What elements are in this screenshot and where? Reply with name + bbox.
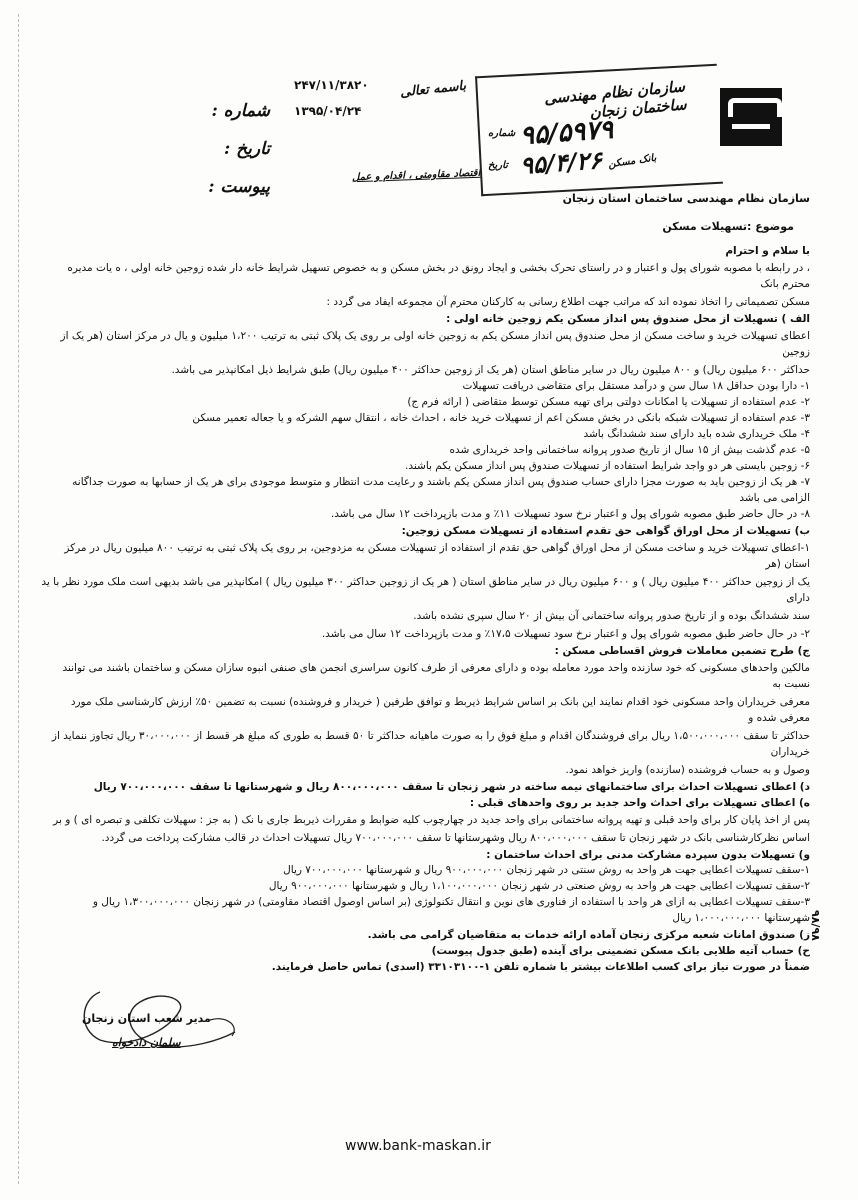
section-h-title: ح) حساب آتیه طلایی بانک مسکن تضمینی برای آینده (طبق جدول پیوست) — [431, 945, 810, 957]
date-label: تاریخ : — [223, 139, 270, 159]
letter-date: ۱۳۹۵/۰۴/۲۴ — [294, 104, 362, 118]
section-c-line: مالکین واحدهای مسکونی که خود سازنده واحد مورد معامله بوده و دارای معرفی از طرف کانون سراسری انجمن های صنفی انبوه سازان مسکن و ساختمان باشند می توانند نسبت به — [62, 662, 810, 690]
section-b-title: ب) تسهیلات از محل اوراق گواهی حق تقدم استفاده از تسهیلات مسکن زوجین: — [401, 525, 810, 537]
bank-maskan-logo-icon — [720, 88, 782, 146]
stamp-title: سازمان نظام مهندسی ساختمان زنجان — [543, 77, 688, 122]
section-c-title: ج) طرح تضمین معاملات فروش اقساطی مسکن : — [554, 645, 810, 657]
section-b-line: یک از زوجین حداکثر ۴۰۰ میلیون ریال ) و ۶۰۰ میلیون ریال در سایر مناطق استان ( هر یک از زوجین حداکثر ۳۰۰ میلیون ریال ) امکانپذیر می باشد بدیهی است ملک مورد نظر با ید دارای — [41, 576, 810, 604]
section-e-line: پس از اخذ پایان کار برای واحد قبلی و تهیه پروانه ساختمانی برای واحد جدید در چهارچوب کلیه ضوابط و مقررات ذیربط جاری با نک ( به جز : سهیلات تکلفی و تبصره ای ) و بر — [53, 814, 810, 826]
section-f-item: ۱-سقف تسهیلات اعطایی جهت هر واحد به روش سنتی در شهر زنجان ۹۰۰،۰۰۰،۰۰۰ ریال و شهرستانها ۷۰۰،۰۰۰،۰۰۰ ریال — [283, 864, 810, 876]
section-e-line: اساس نظرکارشناسی بانک در شهر زنجان تا سقف ۸۰۰،۰۰۰،۰۰۰ ریال وشهرستانها تا سقف ۷۰۰،۰۰۰،۰۰۰ ریال تسهیلات احداث در قالب مشارکت پرداخت می گردد. — [101, 832, 810, 844]
section-a-item: ۴- ملک خریداری شده باید دارای سند ششدانگ باشد — [583, 428, 810, 440]
stamp-number-label: شماره — [488, 128, 516, 139]
section-c-line: معرفی خریداران واحد مسکونی خود اقدام نمایند این بانک بر اساس شرایط ذیربط و توافق طرفین ( خریدار و فروشنده) نسبت به تضمین ۵۰٪ ارزش کارشناسی ملک مورد معرفی شده و — [70, 696, 810, 724]
motto: اقتصاد مقاومتی ، اقدام و عمل — [351, 167, 481, 184]
stamp-date-label: تاریخ — [488, 160, 508, 171]
margin-note: ۹۸/۹۸ — [809, 910, 822, 941]
section-g-title: ز) صندوق امانات شعبه مرکزی زنجان آماده ارائه خدمات به متقاضیان گرامی می باشد. — [367, 929, 810, 941]
section-d-title: د) اعطای تسهیلات احداث برای ساختمانهای نیمه ساخته در شهر زنجان تا سقف ۸۰۰،۰۰۰،۰۰۰ ریال و شهرستانها تا سقف ۷۰۰،۰۰۰،۰۰۰ ریال — [93, 781, 810, 793]
stamp-number: ۹۵/۵۹۷۹ — [519, 114, 615, 152]
section-f-item: شهرستانها ۱،۰۰۰،۰۰۰،۰۰۰ ریال — [672, 912, 810, 924]
section-b-line: ۲- در حال حاضر طبق مصوبه شورای پول و اعتبار نرخ سود تسهیلات ۱۷،۵٪ و مدت بازپرداخت ۱۲ سال می باشد. — [321, 628, 810, 640]
section-a-item: ۸- در حال حاضر طبق مصوبه شورای پول و اعتبار نرخ سود تسهیلات ۱۱٪ و مدت بازپرداخت ۱۲ سال می باشد. — [330, 508, 810, 520]
footer-website[interactable]: www.bank-maskan.ir — [345, 1138, 491, 1154]
section-a-title: الف ) تسهیلات از محل صندوق پس انداز مسکن یکم زوجین خانه اولی : — [446, 313, 810, 325]
section-b-line: ۱-اعطای تسهیلات خرید و ساخت مسکن از محل اوراق گواهی حق تقدم از استفاده از تسهیلات مسکن به مزدوجین، بر روی یک پلاک ثبتی به ترتیب ۸۰۰ میلیون ریال در مرکز استان (هر — [64, 542, 810, 570]
section-a-item: ۲- عدم استفاده از تسهیلات یا امکانات دولتی برای تهیه مسکن توسط متقاضی ( ارائه فرم ج) — [407, 396, 810, 408]
section-a-line-2: حداکثر ۶۰۰ میلیون ریال) و ۸۰۰ میلیون ریال در سایر مناطق استان (هر یک از زوجین حداکثر ۴۰۰ میلیون ریال) طبق شرایط ذیل امکانپذیر می باشد. — [171, 364, 810, 376]
section-a-item: ۶- زوجین بایستی هر دو واجد شرایط استفاده از تسهیلات صندوق پس انداز مسکن یکم باشند. — [405, 460, 810, 472]
attachment-label: پیوست : — [208, 177, 270, 197]
section-b-line: سند ششدانگ بوده و از تاریخ صدور پروانه ساختمانی آن بیش از ۲۰ سال سپری نشده باشد. — [413, 610, 810, 622]
subject: موضوع :تسهیلات مسکن — [662, 220, 794, 233]
recipient: سازمان نظام مهندسی ساختمان استان زنجان — [562, 192, 810, 205]
section-f-item: ۳-سقف تسهیلات اعطایی به ازای هر واحد با استفاده از فناوری های نوین و انتقال تکنولوژی (بر اساس اوصول اقتصاد مقاومتی) در شهر زنجان ۱،۳۰۰،۰۰۰،۰۰۰ ریال و — [92, 896, 810, 908]
greeting: با سلام و احترام — [725, 245, 810, 257]
letter-number: ۲۴۷/۱۱/۳۸۲۰ — [294, 78, 369, 92]
section-a-item: ۷- هر یک از زوجین باید به صورت مجزا دارای حساب صندوق پس انداز مسکن یکم باشند و رعایت مدت انتظار و متوسط موجودی برای هر یک از حسابها به صورت جداگانه الزامی می باشد — [72, 476, 810, 504]
letter-body — [40, 188, 810, 974]
closing-line: ضمناً در صورت نیاز برای کسب اطلاعات بیشتر با شماره تلفن ۱-۳۳۱۰۳۱۰۰ (اسدی) تماس حاصل فرمایند. — [271, 961, 810, 973]
bank-name: بانک مسکن — [607, 152, 657, 171]
section-c-line: وصول و به حساب فروشنده (سازنده) واریز خواهد نمود. — [565, 764, 810, 776]
intro-line-2: مسکن تصمیماتی را اتخاذ نموده اند که مراتب جهت اطلاع رسانی به کارکنان محترم آن مجموعه ایفاد می گردد : — [326, 296, 810, 308]
signatory-title: مدیر شعب استان زنجان — [82, 1012, 211, 1025]
section-c-line: حداکثر تا سقف ۱،۵۰۰،۰۰۰،۰۰۰ ریال برای فروشندگان اقدام و مبلغ فوق را به صورت ماهیانه حداکثر تا ۵۰ قسط به طوری که مبلغ هر قسط از ۳۰،۰۰۰،۰۰۰ ریال تجاوز ننماید از خریداران — [51, 730, 810, 758]
section-a-item: ۱- دارا بودن حداقل ۱۸ سال سن و درآمد مستقل برای متقاضی دریافت تسهیلات — [462, 380, 810, 392]
signatory-name: سلمان دادخواه — [112, 1036, 181, 1049]
logo-bar-icon — [732, 124, 770, 129]
number-label: شماره : — [211, 101, 270, 121]
meta-values — [294, 72, 369, 124]
section-e-title: ه) اعطای تسهیلات برای احداث واحد جدید بر روی واحدهای قبلی : — [469, 797, 810, 809]
section-a-item: ۳- عدم استفاده از تسهیلات شبکه بانکی در بخش مسکن اعم از تسهیلات خرید خانه ، احداث خانه ، انتقال سهم الشرکه و یا جعاله تعمیر مسکن — [192, 412, 810, 424]
logo-roof-icon — [728, 98, 782, 117]
section-f-title: و) تسهیلات بدون سپرده مشارکت مدنی برای احداث ساختمان : — [486, 849, 810, 861]
stamp-date: ۹۵/۴/۲۶ — [519, 145, 603, 180]
section-a-line-1: اعطای تسهیلات خرید و ساخت مسکن از محل صندوق پس انداز مسکن یکم به زوجین خانه اولی بر روی یک پلاک ثبتی به ترتیب ۱،۲۰۰ میلیون و یال در مرکز استان (هر یک از زوجین — [60, 330, 810, 358]
section-a-item: ۵- عدم گذشت بیش از ۱۵ سال از تاریخ صدور پروانه ساختمانی واحد خریداری شده — [449, 444, 810, 456]
intro-line-1: ، در رابطه با مصوبه شورای پول و اعتبار و در راستای تحرک بخشی و ایجاد رونق در بخش مسکن و به خصوص تسهیل شرایط خانه دار شده زوجین خانه اولی ، ه یات مدیره محترم بانک — [67, 262, 810, 290]
bismillah: باسمه تعالی — [399, 78, 467, 101]
section-f-item: ۲-سقف تسهیلات اعطایی جهت هر واحد به روش صنعتی در شهر زنجان ۱،۱۰۰،۰۰۰،۰۰۰ ریال و شهرستانها ۹۰۰،۰۰۰،۰۰۰ ریال — [268, 880, 810, 892]
